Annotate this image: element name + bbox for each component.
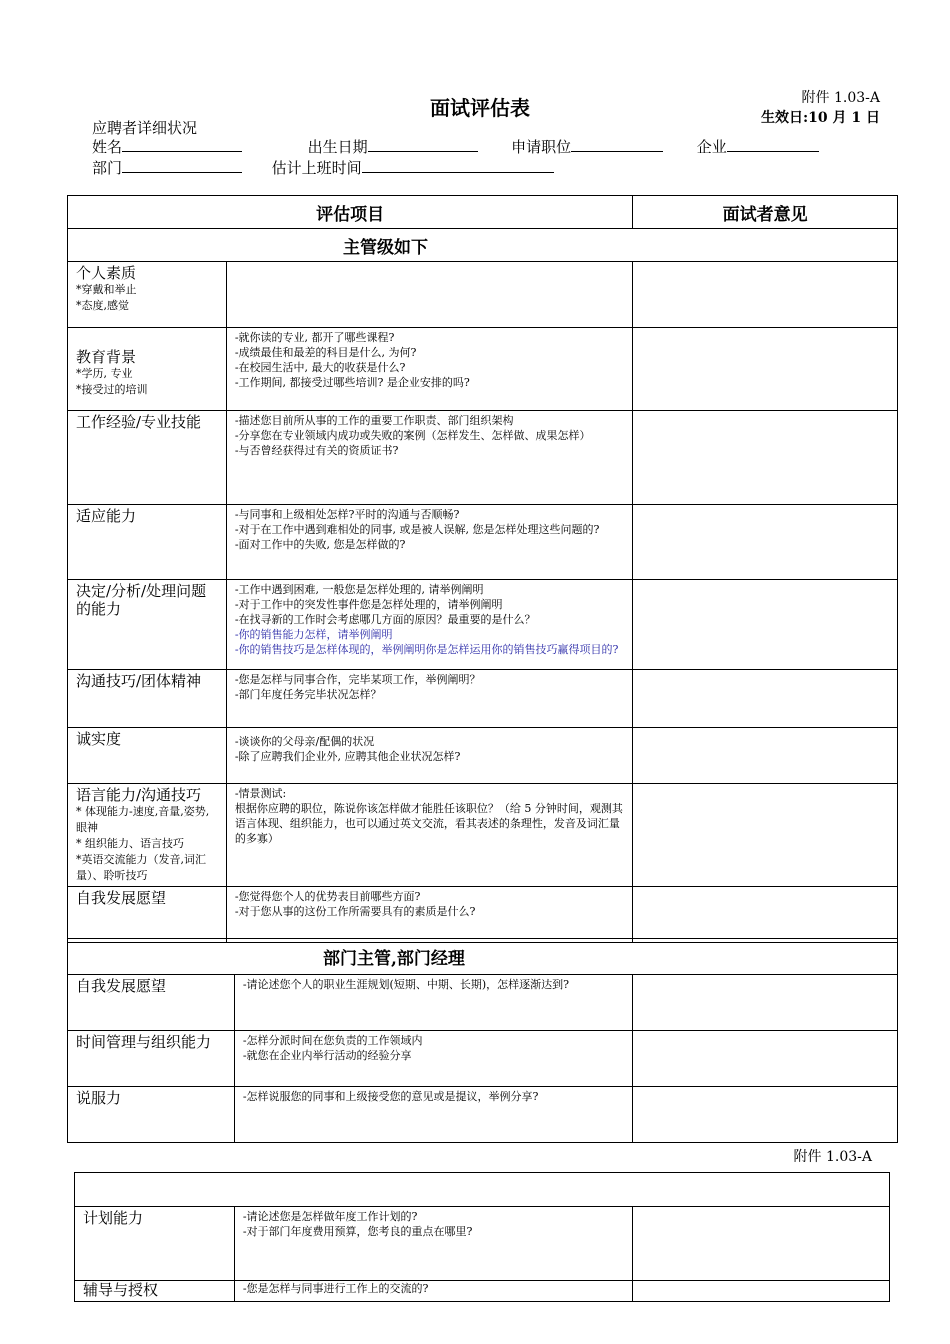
question: -请论述您是怎样做年度工作计划的?: [242, 1210, 418, 1223]
table-row: [68, 262, 898, 328]
questions-cell: [226, 784, 632, 887]
item-title: 自我发展愿望: [76, 977, 167, 995]
item-title: 计划能力: [83, 1209, 144, 1227]
question: -部门年度任务完毕状况怎样？: [234, 688, 382, 701]
question-highlight: -你的销售技巧是怎样体现的，举例阐明你是怎样运用你的销售技巧赢得项目的?: [234, 643, 619, 656]
opinion-cell[interactable]: [633, 1281, 890, 1302]
item-title: 决定/分析/处理问题的能力: [76, 582, 207, 618]
item-cell: [68, 887, 227, 943]
item-cell: [68, 728, 227, 784]
question: -分享您在专业领域内成功或失败的案例（怎样发生、怎样做、成果怎样）: [234, 429, 591, 442]
question: -在校园生活中, 最大的收获是什么?: [234, 361, 406, 374]
question: -在找寻新的工作时会考虑哪几方面的原因？最重要的是什么？: [234, 613, 536, 626]
opinion-cell[interactable]: [633, 411, 898, 505]
start-field[interactable]: [362, 158, 554, 173]
opinion-cell[interactable]: [633, 975, 898, 1031]
table-row: [68, 1031, 898, 1087]
dept-label: 部门: [92, 159, 123, 177]
table-row: [68, 784, 898, 887]
opinion-cell[interactable]: [633, 1207, 890, 1281]
start-label: 估计上班时间: [271, 159, 362, 177]
questions-cell: [226, 670, 632, 728]
opinion-cell[interactable]: [633, 887, 898, 943]
item-cell: [68, 328, 227, 411]
table-row: [68, 1087, 898, 1143]
item-title: 教育背景: [76, 348, 137, 366]
applicant-section-label: 应聘者详细状况: [92, 119, 198, 137]
question: -情景测试:: [234, 787, 287, 800]
rows-section-1: [68, 262, 898, 943]
table-row: [75, 1207, 890, 1281]
questions-cell: [226, 728, 632, 784]
item-title: 语言能力/沟通技巧: [76, 786, 202, 804]
table-row: [68, 975, 898, 1031]
opinion-cell[interactable]: [633, 1031, 898, 1087]
item-sub: *英语交流能力（发音,词汇量）、聆听技巧: [76, 853, 206, 882]
position-field[interactable]: [571, 137, 663, 152]
questions-cell: [226, 887, 632, 943]
question: -与同事和上级相处怎样?平时的沟通与否顺畅?: [234, 508, 460, 521]
opinion-cell[interactable]: [633, 328, 898, 411]
item-title: 自我发展愿望: [76, 889, 167, 907]
annex-block: [761, 88, 880, 128]
item-title: 时间管理与组织能力: [76, 1033, 212, 1051]
question-highlight: -你的销售能力怎样，请举例阐明: [234, 628, 393, 641]
item-sub: * 体现能力-速度,音量,姿势,眼神: [76, 805, 210, 834]
item-cell: [68, 670, 227, 728]
item-title: 个人素质: [76, 264, 137, 282]
question: -您是怎样与同事合作，完毕某项工作，举例阐明？: [234, 673, 481, 686]
applicant-line-2: [92, 158, 554, 178]
item-sub: *学历, 专业: [76, 367, 133, 380]
item-cell: [68, 580, 227, 670]
questions-cell: [234, 1031, 633, 1087]
questions-cell: [234, 1087, 633, 1143]
item-sub: *穿戴和举止: [76, 283, 137, 296]
opinion-cell[interactable]: [633, 1087, 898, 1143]
birth-field[interactable]: [368, 137, 478, 152]
table-row: [68, 887, 898, 943]
section-supervisor: 主管级如下: [68, 229, 898, 262]
evaluation-table: [67, 195, 898, 943]
question: -工作期间, 都接受过哪些培训? 是企业安排的吗?: [234, 376, 470, 389]
table-row: [68, 670, 898, 728]
question: -就您在企业内举行活动的经验分享: [242, 1049, 412, 1062]
question: -除了应聘我们企业外, 应聘其他企业状况怎样?: [234, 750, 461, 763]
questions-cell: [226, 328, 632, 411]
questions-cell: [226, 411, 632, 505]
opinion-cell[interactable]: [633, 580, 898, 670]
name-label: 姓名: [92, 138, 123, 156]
question: -对于部门年度费用预算，您考良的重点在哪里?: [242, 1225, 473, 1238]
question: -对于您从事的这份工作所需要具有的素质是什么?: [234, 905, 476, 918]
annex-number: 附件 1.03-A: [801, 90, 880, 106]
table-row: [68, 728, 898, 784]
item-cell: [68, 1031, 235, 1087]
opinion-cell[interactable]: [633, 670, 898, 728]
question: -请论述您个人的职业生涯规划(短期、中期、长期)，怎样逐渐达到?: [242, 978, 570, 991]
question: -对于工作中的突发性事件您是怎样处理的，请举例阐明: [234, 598, 503, 611]
item-title: 诚实度: [76, 730, 122, 748]
item-title: 辅导与授权: [83, 1281, 159, 1299]
question: -面对工作中的失败, 您是怎样做的?: [234, 538, 406, 551]
question: -您是怎样与同事进行工作上的交流的?: [242, 1282, 429, 1295]
col-header-opinion: 面试者意见: [633, 196, 898, 229]
document-title: 面试评估表: [430, 96, 530, 120]
evaluation-table-page2: [74, 1172, 890, 1302]
effective-date: 生效日:10 月 1 日: [760, 110, 880, 126]
questions-cell: [226, 505, 632, 580]
item-cell: [75, 1207, 235, 1281]
opinion-cell[interactable]: [633, 505, 898, 580]
opinion-cell[interactable]: [633, 784, 898, 887]
name-field[interactable]: [122, 137, 242, 152]
opinion-cell[interactable]: [633, 262, 898, 328]
col-header-item: 评估项目: [68, 196, 633, 229]
questions-cell: [226, 580, 632, 670]
position-label: 申请职位: [511, 138, 572, 156]
question: 根据你应聘的职位，陈说你该怎样做才能胜任该职位？（给 5 分钟时间，观测其语言体现、组织能力，也可以通过英文交流，看其表述的条理性，发音及词汇量的多寡）: [234, 802, 623, 845]
table-row: [75, 1281, 890, 1302]
question: -谈谈你的父母亲/配偶的状况: [234, 735, 375, 748]
question: -与否曾经获得过有关的资质证书?: [234, 444, 399, 457]
question: -描述您目前所从事的工作的重要工作职责、部门组织架构: [234, 414, 514, 427]
table-row: [68, 580, 898, 670]
evaluation-table-managers: [67, 938, 898, 1143]
item-sub: *接受过的培训: [76, 383, 148, 396]
item-title: 适应能力: [76, 507, 137, 525]
question: -对于在工作中遇到难相处的同事, 或是被人误解, 您是怎样处理这些问题的?: [234, 523, 600, 536]
company-label: 企业: [696, 138, 727, 156]
question: -工作中遇到困难, 一般您是怎样处理的, 请举例阐明: [234, 583, 484, 596]
item-sub: *态度,感觉: [76, 299, 129, 312]
questions-cell: [234, 1281, 633, 1302]
item-cell: [68, 784, 227, 887]
item-title: 工作经验/专业技能: [76, 413, 202, 431]
table-row: [68, 328, 898, 411]
question: -怎样分派时间在您负责的工作领域内: [242, 1034, 423, 1047]
question: -就你读的专业, 都开了哪些课程?: [234, 331, 395, 344]
item-cell: [68, 1087, 235, 1143]
item-cell: [68, 262, 227, 328]
item-sub: * 组织能力、语言技巧: [76, 837, 184, 850]
item-cell: [68, 505, 227, 580]
annex-page2: 附件 1.03-A: [793, 1149, 872, 1165]
table-row: [68, 505, 898, 580]
questions-cell: [234, 975, 633, 1031]
question: -成绩最佳和最差的科目是什么, 为何?: [234, 346, 417, 359]
applicant-line-1: [92, 137, 819, 157]
dept-field[interactable]: [122, 158, 242, 173]
question: -您觉得您个人的优势表目前哪些方面?: [234, 890, 421, 903]
page2-header-row: [75, 1173, 890, 1207]
questions-cell: [234, 1207, 633, 1281]
opinion-cell[interactable]: [633, 728, 898, 784]
question: -怎样说服您的同事和上级接受您的意见或是提议，举例分享?: [242, 1090, 539, 1103]
item-title: 说服力: [76, 1089, 122, 1107]
item-cell: [68, 975, 235, 1031]
item-cell: [68, 411, 227, 505]
item-title: 沟通技巧/团体精神: [76, 672, 202, 690]
item-cell: [75, 1281, 235, 1302]
questions-cell: [226, 262, 632, 328]
table-row: [68, 411, 898, 505]
birth-label: 出生日期: [307, 138, 368, 156]
section-managers: 部门主管,部门经理: [68, 939, 898, 975]
company-field[interactable]: [727, 137, 819, 152]
